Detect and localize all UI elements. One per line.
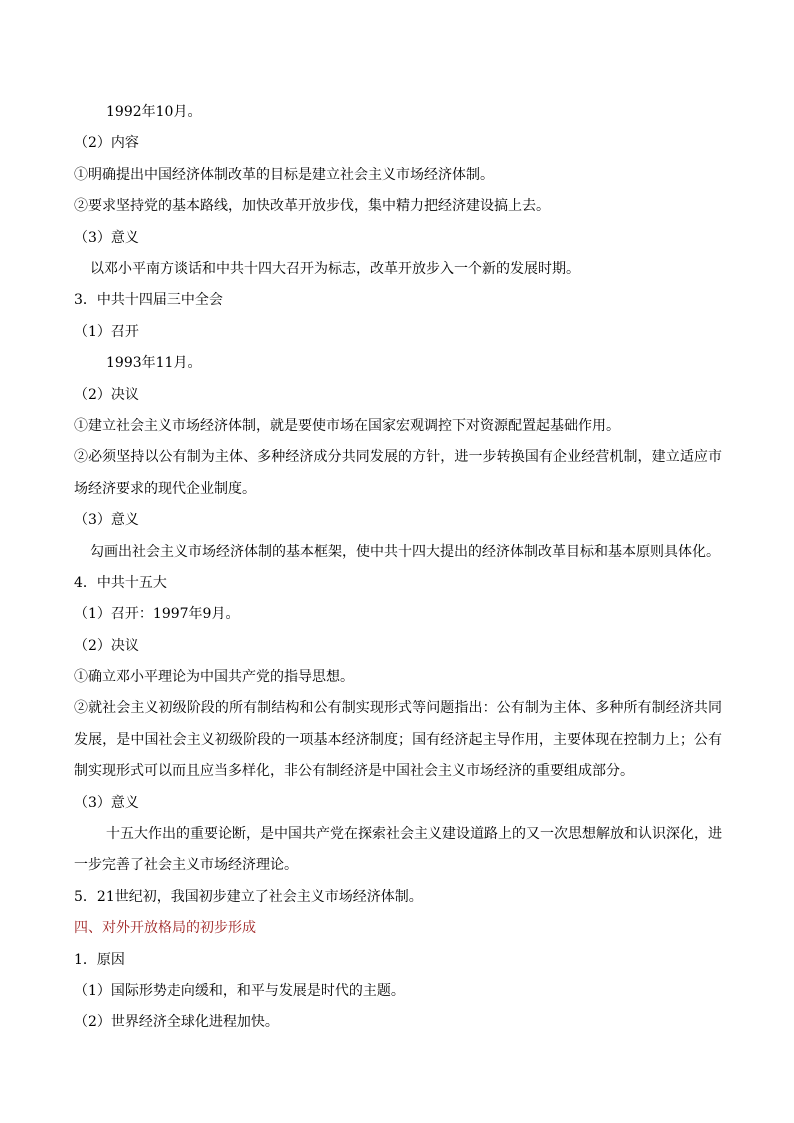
- text-paragraph: ②就社会主义初级阶段的所有制结构和公有制实现形式等问题指出：公有制为主体、多种所有制经济共同发展，是中国社会主义初级阶段的一项基本经济制度；国有经济起主导作用，主要体现在控制力上；公有制实现形式可以而且应当多样化，非公有制经济是中国社会主义市场经济的重要组成部分。: [74, 700, 722, 780]
- subheading: （2）决议: [74, 637, 139, 654]
- text-line: （1）召开：1997年9月。: [74, 606, 240, 623]
- text-line: ②要求坚持党的基本路线，加快改革开放步伐，集中精力把经济建设搞上去。: [74, 198, 550, 215]
- text-line: （2）世界经济全球化进程加快。: [74, 1014, 279, 1031]
- chapter-heading: 四、对外开放格局的初步形成: [74, 920, 256, 937]
- text-line: 5．21世纪初，我国初步建立了社会主义市场经济体制。: [74, 888, 423, 905]
- subheading: （3）意义: [74, 512, 139, 529]
- section-heading: 3．中共十四届三中全会: [74, 292, 223, 309]
- text-paragraph: ②必须坚持以公有制为主体、多种经济成分共同发展的方针，进一步转换国有企业经营机制，建立适应市场经济要求的现代企业制度。: [74, 449, 722, 497]
- section-heading: 1．原因: [74, 951, 125, 968]
- text-line: （1）国际形势走向缓和，和平与发展是时代的主题。: [74, 983, 405, 1000]
- text-line: 勾画出社会主义市场经济体制的基本框架，使中共十四大提出的经济体制改革目标和基本原则具体化。: [90, 543, 720, 560]
- text-line: ①建立社会主义市场经济体制，就是要使市场在国家宏观调控下对资源配置起基础作用。: [74, 417, 620, 434]
- subheading: （3）意义: [74, 229, 139, 246]
- document-page: [74, 97, 722, 1039]
- subheading: （3）意义: [74, 794, 139, 811]
- subheading: （1）召开: [74, 323, 139, 340]
- text-line: 1993年11月。: [106, 355, 202, 372]
- section-heading: 4．中共十五大: [74, 574, 167, 591]
- text-line: 1992年10月。: [106, 104, 202, 120]
- subheading: （2）决议: [74, 386, 139, 403]
- text-paragraph: 十五大作出的重要论断，是中国共产党在探索社会主义建设道路上的又一次思想解放和认识深化，进一步完善了社会主义市场经济理论。: [74, 826, 722, 874]
- text-line: 以邓小平南方谈话和中共十四大召开为标志，改革开放步入一个新的发展时期。: [90, 260, 580, 277]
- text-line: ①明确提出中国经济体制改革的目标是建立社会主义市场经济体制。: [74, 166, 494, 183]
- text-line: ①确立邓小平理论为中国共产党的指导思想。: [74, 669, 354, 686]
- subheading: （2）内容: [74, 135, 139, 152]
